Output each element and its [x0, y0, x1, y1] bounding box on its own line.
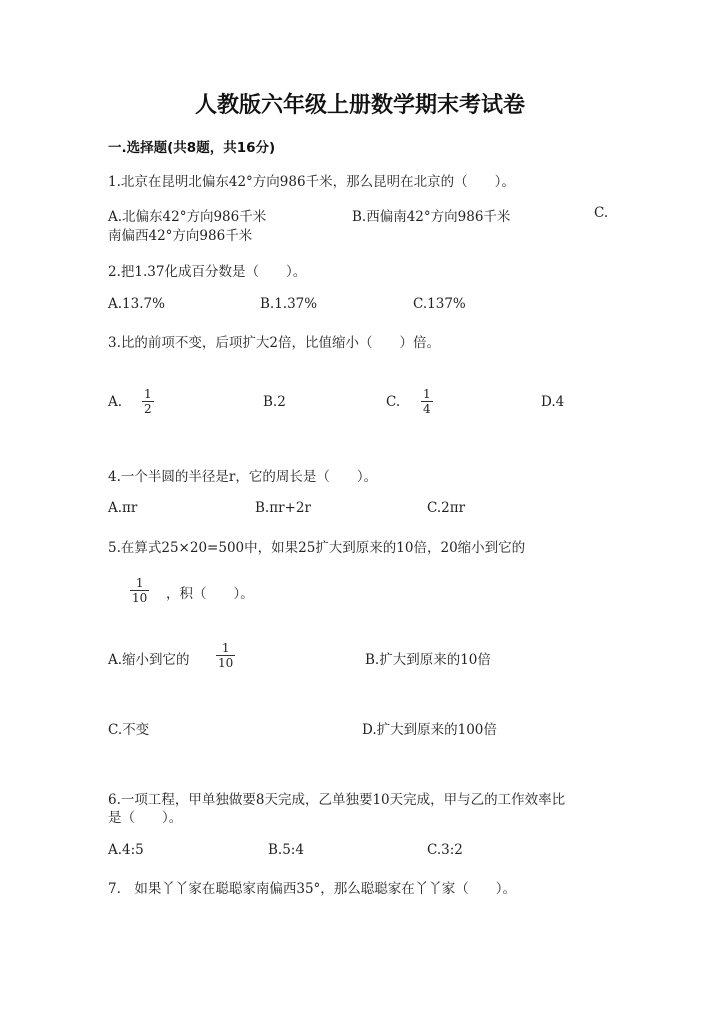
question-6-continuation: 是（ ）。 — [108, 810, 183, 826]
q1-option-c-text: 南偏西42°方向986千米 — [108, 228, 253, 244]
q3-option-b[interactable]: B.2 — [263, 394, 286, 410]
q6-option-b[interactable]: B.5:4 — [268, 842, 304, 858]
q5-option-d[interactable]: D.扩大到原来的100倍 — [362, 722, 497, 738]
q5-fraction — [130, 576, 149, 605]
fraction-numerator: 1 — [221, 641, 230, 655]
question-2: 2.把1.37化成百分数是（ ）。 — [108, 264, 307, 280]
q6-option-a[interactable]: A.4:5 — [108, 842, 144, 858]
q6-option-c[interactable]: C.3:2 — [427, 842, 463, 858]
q4-option-b[interactable]: B.πr+2r — [255, 500, 311, 516]
q3-option-c[interactable]: C. — [386, 394, 401, 410]
q4-option-a[interactable]: A.πr — [108, 500, 138, 516]
q2-option-a[interactable]: A.13.7% — [108, 296, 165, 312]
fraction-numerator: 1 — [135, 576, 144, 590]
fraction-numerator: 1 — [423, 387, 431, 401]
fraction-denominator: 2 — [144, 402, 152, 416]
question-5: 5.在算式25×20=500中，如果25扩大到原来的10倍，20缩小到它的 — [108, 540, 526, 556]
fraction-numerator: 1 — [144, 387, 152, 401]
q2-option-b[interactable]: B.1.37% — [260, 296, 318, 312]
fraction-denominator: 4 — [423, 402, 431, 416]
q1-option-a[interactable]: A.北偏东42°方向986千米 — [108, 209, 267, 225]
q5-option-b[interactable]: B.扩大到原来的10倍 — [365, 652, 491, 668]
question-1: 1.北京在昆明北偏东42°方向986千米，那么昆明在北京的（ ）。 — [108, 174, 515, 190]
q3-option-a-fraction — [142, 387, 154, 416]
q1-option-c[interactable]: C. — [594, 205, 609, 221]
section-heading: 一.选择题(共8题，共16分) — [108, 140, 276, 156]
q4-option-c[interactable]: C.2πr — [427, 500, 466, 516]
q3-option-c-fraction — [421, 387, 433, 416]
fraction-denominator: 10 — [132, 591, 148, 605]
q1-option-b[interactable]: B.西偏南42°方向986千米 — [352, 209, 511, 225]
q3-option-a[interactable]: A. — [108, 394, 123, 410]
question-6: 6.一项工程，甲单独做要8天完成，乙单独要10天完成，甲与乙的工作效率比 — [108, 792, 566, 808]
q5-option-c[interactable]: C.不变 — [108, 722, 150, 738]
q5-option-a[interactable]: A.缩小到它的 — [108, 652, 190, 668]
question-5-continuation: ，积（ ）。 — [166, 586, 254, 602]
fraction-denominator: 10 — [218, 656, 234, 670]
question-3: 3.比的前项不变，后项扩大2倍，比值缩小（ ）倍。 — [108, 335, 440, 351]
q3-option-d[interactable]: D.4 — [541, 394, 565, 410]
q2-option-c[interactable]: C.137% — [413, 296, 466, 312]
question-7: 7. 如果丫丫家在聪聪家南偏西35°，那么聪聪家在丫丫家（ ）。 — [108, 881, 517, 897]
question-4: 4.一个半圆的半径是r，它的周长是（ ）。 — [108, 469, 378, 485]
page-title: 人教版六年级上册数学期末考试卷 — [194, 93, 525, 118]
q5-option-a-fraction — [216, 641, 235, 670]
